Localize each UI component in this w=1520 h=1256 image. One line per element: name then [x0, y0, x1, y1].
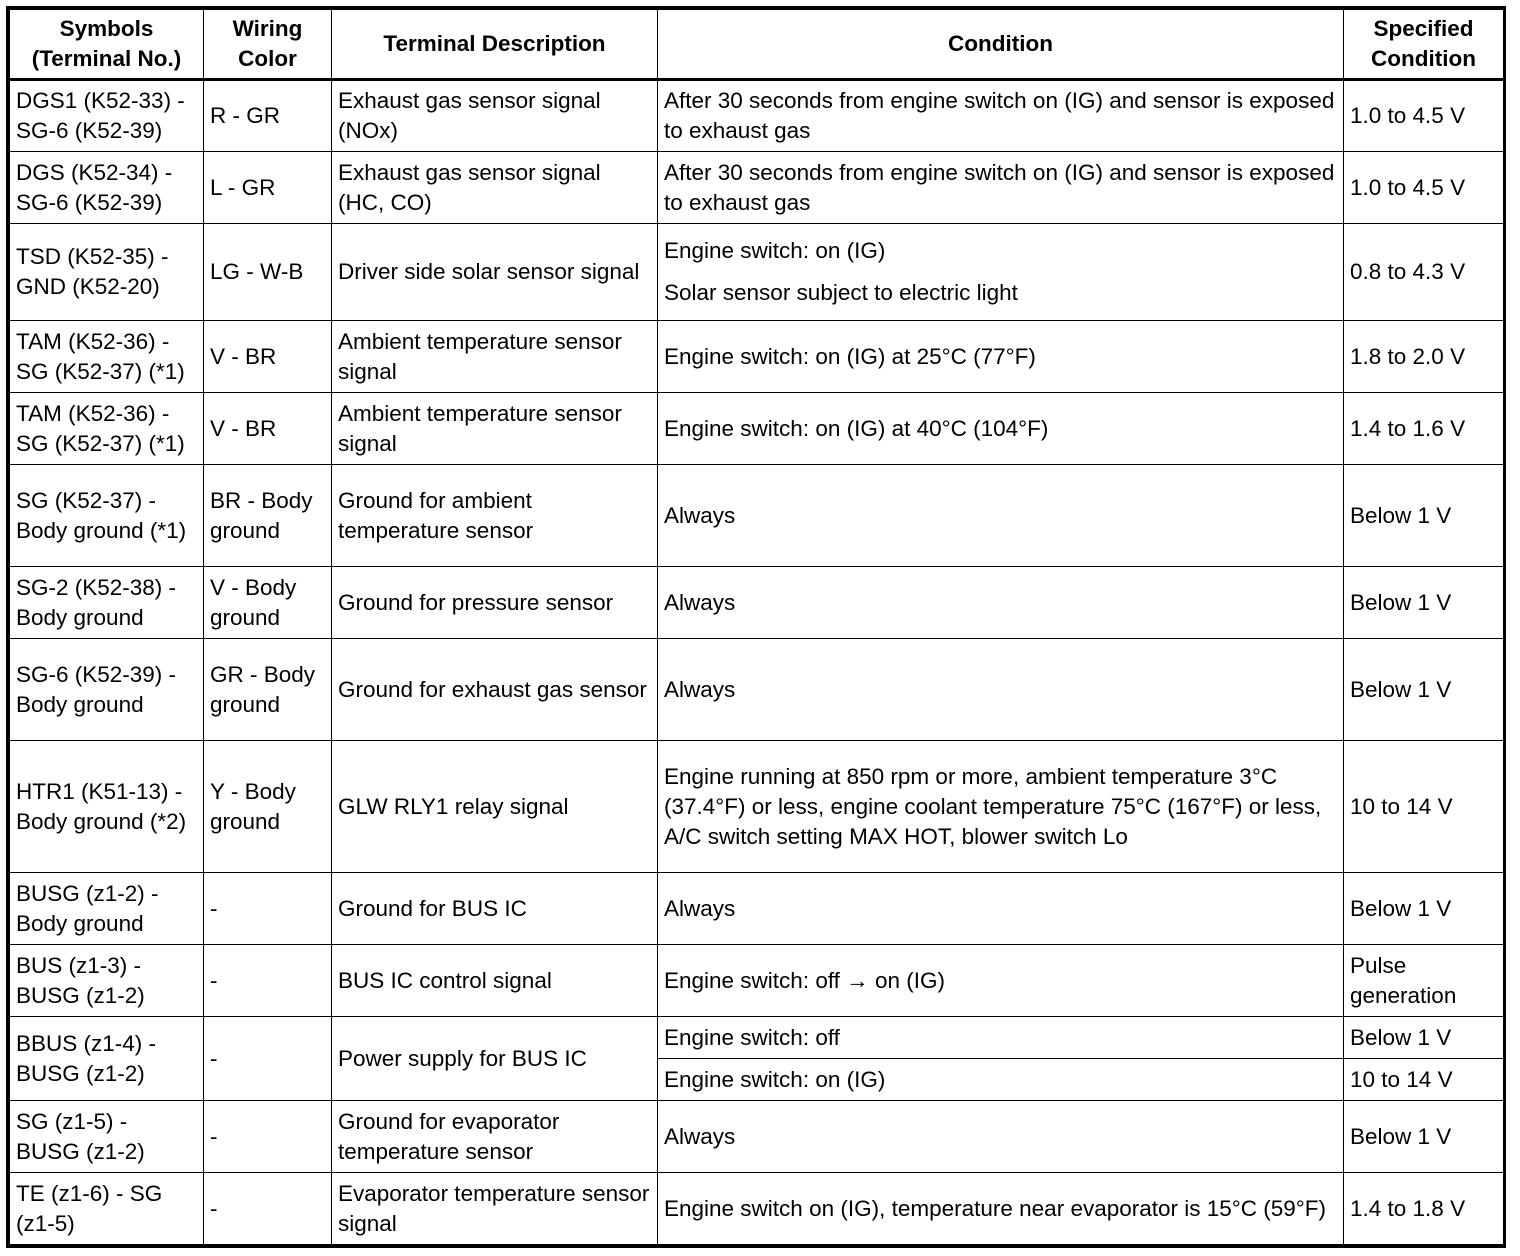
condition-line: Solar sensor subject to electric light — [664, 280, 1018, 305]
cell-spec: Below 1 V — [1344, 1101, 1504, 1173]
cell-spec: Below 1 V — [1344, 465, 1504, 567]
cell-spec: Below 1 V — [1344, 873, 1504, 945]
cell-description: Ground for pressure sensor — [332, 567, 658, 639]
cell-condition: Always — [658, 1101, 1344, 1173]
cell-spec: Pulse generation — [1344, 945, 1504, 1017]
cell-wiring: V - BR — [204, 393, 332, 465]
header-terminal-description: Terminal Description — [332, 10, 658, 80]
cell-symbol: SG-2 (K52-38) - Body ground — [10, 567, 204, 639]
cell-spec: 1.0 to 4.5 V — [1344, 152, 1504, 224]
table-row — [10, 741, 1504, 873]
cell-spec: 1.4 to 1.8 V — [1344, 1173, 1504, 1245]
cell-wiring: L - GR — [204, 152, 332, 224]
cell-wiring: - — [204, 945, 332, 1017]
cell-symbol: BUS (z1-3) - BUSG (z1-2) — [10, 945, 204, 1017]
cell-condition: Engine switch: on (IG) at 25°C (77°F) — [658, 321, 1344, 393]
cell-symbol: BUSG (z1-2) - Body ground — [10, 873, 204, 945]
cell-description: Ambient temperature sensor signal — [332, 393, 658, 465]
table-row — [10, 465, 1504, 567]
cell-wiring: R - GR — [204, 80, 332, 152]
cell-spec: 1.4 to 1.6 V — [1344, 393, 1504, 465]
cell-spec: Below 1 V — [1344, 567, 1504, 639]
cell-wiring: - — [204, 1017, 332, 1101]
cell-description: GLW RLY1 relay signal — [332, 741, 658, 873]
cell-description: Evaporator temperature sensor signal — [332, 1173, 658, 1245]
cell-symbol: BBUS (z1-4) - BUSG (z1-2) — [10, 1017, 204, 1101]
cell-symbol: DGS (K52-34) - SG-6 (K52-39) — [10, 152, 204, 224]
cell-wiring: V - BR — [204, 321, 332, 393]
cell-wiring: - — [204, 1173, 332, 1245]
cell-symbol: TSD (K52-35) - GND (K52-20) — [10, 224, 204, 321]
table-row — [10, 152, 1504, 224]
cell-condition: After 30 seconds from engine switch on (IG) and sensor is exposed to exhaust gas — [658, 80, 1344, 152]
cell-spec: 0.8 to 4.3 V — [1344, 224, 1504, 321]
cell-condition: Engine switch: off → on (IG) — [658, 945, 1344, 1017]
cell-condition: Always — [658, 873, 1344, 945]
header-symbols: Symbols (Terminal No.) — [10, 10, 204, 80]
table-row — [10, 321, 1504, 393]
table-row — [10, 639, 1504, 741]
cell-wiring: V - Body ground — [204, 567, 332, 639]
cell-spec: 10 to 14 V — [1344, 741, 1504, 873]
table-row — [10, 224, 1504, 321]
cell-condition: Always — [658, 465, 1344, 567]
cell-description: Ground for ambient temperature sensor — [332, 465, 658, 567]
cell-wiring: BR - Body ground — [204, 465, 332, 567]
cell-symbol: TAM (K52-36) - SG (K52-37) (*1) — [10, 321, 204, 393]
cell-condition: Engine switch: on (IG) — [658, 1059, 1344, 1101]
cell-wiring: - — [204, 873, 332, 945]
cell-symbol: HTR1 (K51-13) - Body ground (*2) — [10, 741, 204, 873]
condition-line: Engine switch: on (IG) — [664, 238, 886, 263]
header-condition: Condition — [658, 10, 1344, 80]
cell-symbol: SG (z1-5) - BUSG (z1-2) — [10, 1101, 204, 1173]
cell-description: Exhaust gas sensor signal (HC, CO) — [332, 152, 658, 224]
cell-wiring: GR - Body ground — [204, 639, 332, 741]
cell-spec: Below 1 V — [1344, 1017, 1504, 1059]
table-row — [10, 873, 1504, 945]
cell-symbol: TE (z1-6) - SG (z1-5) — [10, 1173, 204, 1245]
cell-description: Exhaust gas sensor signal (NOx) — [332, 80, 658, 152]
cell-description: Ground for BUS IC — [332, 873, 658, 945]
cell-symbol: SG (K52-37) - Body ground (*1) — [10, 465, 204, 567]
cell-condition: Engine running at 850 rpm or more, ambient temperature 3°C (37.4°F) or less, engine coolant temperature 75°C (167°F) or less, A/C switch setting MAX HOT, blower switch Lo — [658, 741, 1344, 873]
cell-wiring: - — [204, 1101, 332, 1173]
cell-description: Ground for exhaust gas sensor — [332, 639, 658, 741]
cell-condition: Always — [658, 639, 1344, 741]
cell-condition: Engine switch: on (IG) at 40°C (104°F) — [658, 393, 1344, 465]
cell-spec: 1.0 to 4.5 V — [1344, 80, 1504, 152]
cell-description: Driver side solar sensor signal — [332, 224, 658, 321]
table-row — [10, 1017, 1504, 1059]
cell-spec: Below 1 V — [1344, 639, 1504, 741]
header-specified-condition: Specified Condition — [1344, 10, 1504, 80]
cell-condition: After 30 seconds from engine switch on (IG) and sensor is exposed to exhaust gas — [658, 152, 1344, 224]
terminal-table — [9, 9, 1504, 1245]
cell-condition — [658, 224, 1344, 321]
header-wiring-color: Wiring Color — [204, 10, 332, 80]
cell-symbol: SG-6 (K52-39) - Body ground — [10, 639, 204, 741]
table-row — [10, 1101, 1504, 1173]
cell-wiring: Y - Body ground — [204, 741, 332, 873]
cell-wiring: LG - W-B — [204, 224, 332, 321]
cell-description: Ambient temperature sensor signal — [332, 321, 658, 393]
cell-condition: Engine switch on (IG), temperature near evaporator is 15°C (59°F) — [658, 1173, 1344, 1245]
table-header-row — [10, 10, 1504, 80]
cell-description: Ground for evaporator temperature sensor — [332, 1101, 658, 1173]
cell-symbol: TAM (K52-36) - SG (K52-37) (*1) — [10, 393, 204, 465]
terminal-table-container — [6, 6, 1506, 1248]
cell-description: BUS IC control signal — [332, 945, 658, 1017]
table-row — [10, 393, 1504, 465]
cell-condition: Engine switch: off — [658, 1017, 1344, 1059]
cell-spec: 1.8 to 2.0 V — [1344, 321, 1504, 393]
table-row — [10, 80, 1504, 152]
cell-spec: 10 to 14 V — [1344, 1059, 1504, 1101]
table-row — [10, 1173, 1504, 1245]
cell-symbol: DGS1 (K52-33) - SG-6 (K52-39) — [10, 80, 204, 152]
cell-condition: Always — [658, 567, 1344, 639]
cell-description: Power supply for BUS IC — [332, 1017, 658, 1101]
table-row — [10, 945, 1504, 1017]
table-row — [10, 567, 1504, 639]
